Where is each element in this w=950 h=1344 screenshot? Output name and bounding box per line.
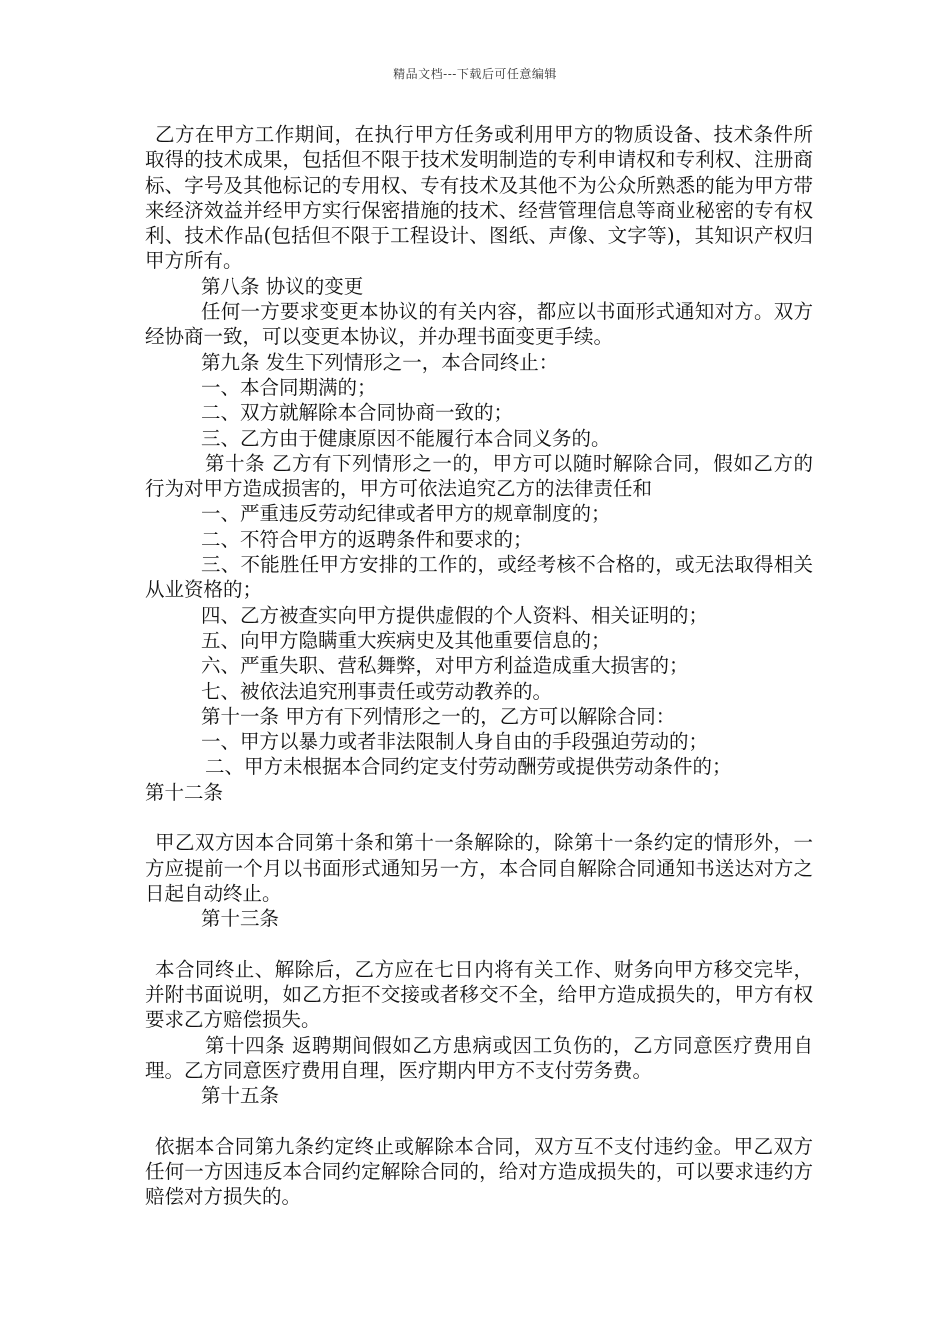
article-15-heading: 第十五条 xyxy=(201,1084,280,1108)
article-8-heading: 第八条 协议的变更 xyxy=(201,274,364,298)
page-header: 精品文档---下载后可任意编辑 xyxy=(393,67,557,81)
article-10-item-1: 一、严重违反劳动纪律或者甲方的规章制度的； xyxy=(201,502,611,526)
article-9-item-1: 一、本合同期满的； xyxy=(201,375,377,399)
article-9-item-2: 二、双方就解除本合同协商一致的； xyxy=(201,401,514,425)
clause-ip-ownership: 乙方在甲方工作期间，在执行甲方任务或利用甲方的物质设备、技术条件所取得的技术成果，包括但不限于技术发明制造的专利申请权和专利权、注册商标、字号及其他标记的专用权、专有技术及其他不为公众所熟悉的能为甲方带来经济效益并经甲方实行保密措施的技术、经营管理信息等商业秘密的专有权利、技术作品(包括但不限于工程设计、图纸、声像、文字等)，其知识产权归甲方所有。 xyxy=(145,123,813,273)
article-9-heading: 第九条 发生下列情形之一，本合同终止： xyxy=(201,350,559,374)
article-11-item-2: 二、甲方未根据本合同约定支付劳动酬劳或提供劳动条件的； xyxy=(205,755,732,779)
article-10-item-7: 七、被依法追究刑事责任或劳动教养的。 xyxy=(201,679,553,703)
article-12-heading: 第十二条 xyxy=(145,780,224,804)
article-11-heading: 第十一条 甲方有下列情形之一的，乙方可以解除合同： xyxy=(201,704,676,728)
article-12-body: 甲乙双方因本合同第十条和第十一条解除的，除第十一条约定的情形外，一方应提前一个月以书面形式通知另一方，本合同自解除合同通知书送达对方之日起自动终止。 xyxy=(145,831,813,905)
article-13-body: 本合同终止、解除后，乙方应在七日内将有关工作、财务向甲方移交完毕，并附书面说明，如乙方拒不交接或者移交不全，给甲方造成损失的，甲方有权要求乙方赔偿损失。 xyxy=(145,957,813,1032)
article-10-item-2: 二、不符合甲方的返聘条件和要求的； xyxy=(201,527,533,551)
article-10-item-5: 五、向甲方隐瞒重大疾病史及其他重要信息的； xyxy=(201,628,611,652)
article-14: 第十四条 返聘期间假如乙方患病或因工负伤的，乙方同意医疗费用自理。乙方同意医疗费用自理，医疗期内甲方不支付劳务费。 xyxy=(145,1033,813,1082)
article-10-item-3: 三、不能胜任甲方安排的工作的，或经考核不合格的，或无法取得相关从业资格的； xyxy=(145,553,813,602)
article-15-body: 依据本合同第九条约定终止或解除本合同，双方互不支付违约金。甲乙双方任何一方因违反本合同约定解除合同的，给对方造成损失的，可以要求违约方赔偿对方损失的。 xyxy=(145,1134,813,1209)
contract-body xyxy=(145,122,813,1210)
article-13-heading: 第十三条 xyxy=(201,907,280,931)
article-10-item-6: 六、严重失职、营私舞弊，对甲方利益造成重大损害的； xyxy=(201,654,689,678)
article-10-item-4: 四、乙方被查实向甲方提供虚假的个人资料、相关证明的； xyxy=(201,603,709,627)
article-11-item-1: 一、甲方以暴力或者非法限制人身自由的手段强迫劳动的； xyxy=(201,730,709,754)
article-8-body: 任何一方要求变更本协议的有关内容，都应以书面形式通知对方。双方经协商一致，可以变更本协议，并办理书面变更手续。 xyxy=(145,300,813,349)
article-9-item-3: 三、乙方由于健康原因不能履行本合同义务的。 xyxy=(201,426,611,450)
article-10-heading: 第十条 乙方有下列情形之一的，甲方可以随时解除合同，假如乙方的行为对甲方造成损害的，甲方可依法追究乙方的法律责任和 xyxy=(145,451,813,501)
